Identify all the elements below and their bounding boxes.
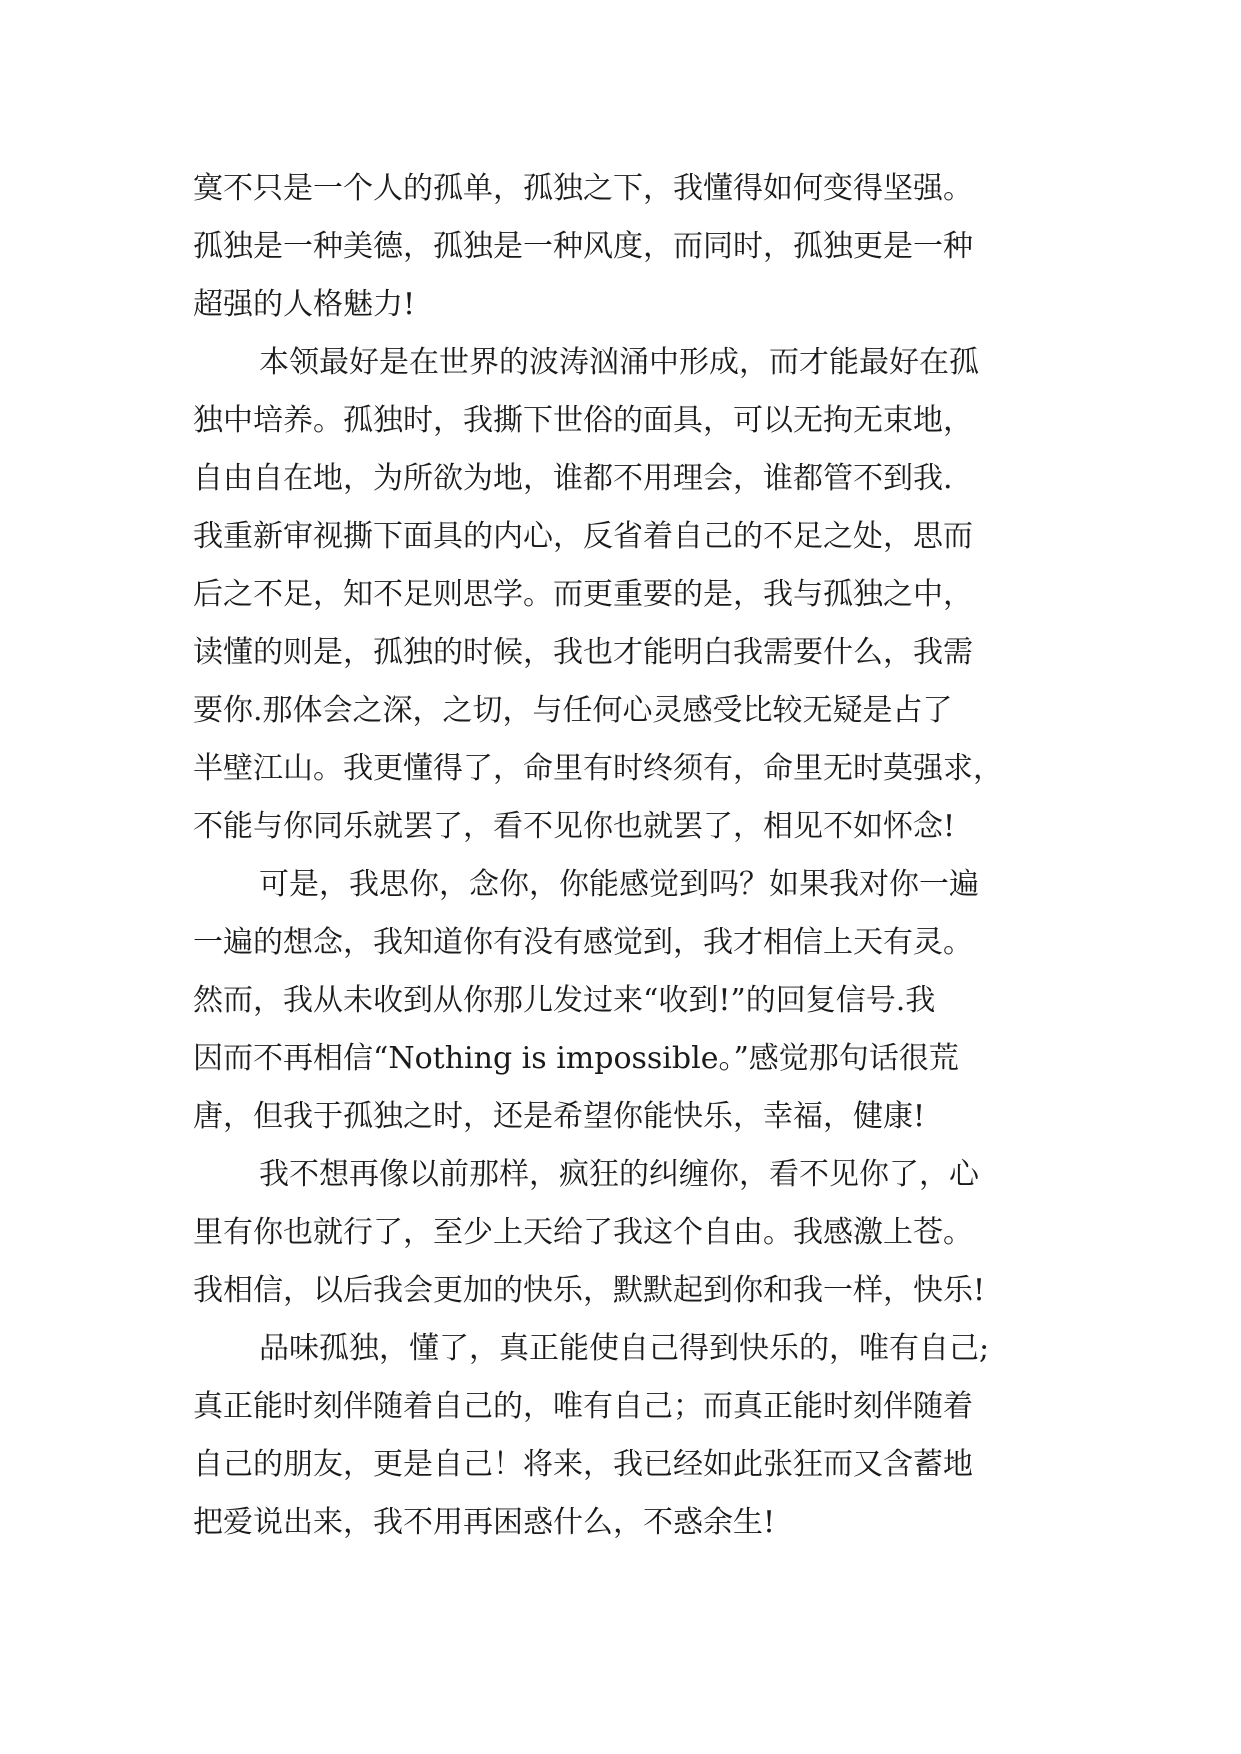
paragraph-start-line: 品味孤独，懂了，真正能使自己得到快乐的，唯有自己; — [259, 1331, 990, 1366]
text-line: 孤独是一种美德，孤独是一种风度，而同时，孤独更是一种 — [193, 229, 973, 264]
text-line: 我相信，以后我会更加的快乐，默默起到你和我一样，快乐! — [193, 1273, 986, 1308]
text-line: 读懂的则是，孤独的时候，我也才能明白我需要什么，我需 — [193, 635, 973, 670]
text-line: 要你.那体会之深，之切，与任何心灵感受比较无疑是占了 — [193, 693, 953, 728]
paragraph-start-line: 可是，我思你，念你，你能感觉到吗？如果我对你一遍 — [259, 867, 979, 902]
text-line: 独中培养。孤独时，我撕下世俗的面具，可以无拘无束地， — [193, 403, 973, 438]
text-line: 把爱说出来，我不用再困惑什么，不惑余生! — [193, 1505, 776, 1540]
text-line: 一遍的想念，我知道你有没有感觉到，我才相信上天有灵。 — [193, 925, 973, 960]
text-line: 寞不只是一个人的孤单，孤独之下，我懂得如何变得坚强。 — [193, 171, 973, 206]
text-line: 后之不足，知不足则思学。而更重要的是，我与孤独之中， — [193, 577, 973, 612]
text-line: 自由自在地，为所欲为地，谁都不用理会，谁都管不到我. — [193, 461, 953, 496]
text-line: 不能与你同乐就罢了，看不见你也就罢了，相见不如怀念! — [193, 809, 956, 844]
paragraph-start-line: 我不想再像以前那样，疯狂的纠缠你，看不见你了，心 — [259, 1157, 979, 1192]
text-line: 我重新审视撕下面具的内心，反省着自己的不足之处，思而 — [193, 519, 973, 554]
text-line: 超强的人格魅力! — [193, 287, 416, 322]
text-line: 半壁江山。我更懂得了，命里有时终须有，命里无时莫强求， — [193, 751, 1003, 786]
text-line: 因而不再相信“Nothing is impossible。”感觉那句话很荒 — [193, 1041, 959, 1076]
text-line: 自己的朋友，更是自己！将来，我已经如此张狂而又含蓄地 — [193, 1447, 973, 1482]
document-body — [193, 160, 1073, 1552]
text-line: 里有你也就行了，至少上天给了我这个自由。我感激上苍。 — [193, 1215, 973, 1250]
text-line: 唐，但我于孤独之时，还是希望你能快乐，幸福，健康! — [193, 1099, 926, 1134]
paragraph-start-line: 本领最好是在世界的波涛汹涌中形成，而才能最好在孤 — [259, 345, 979, 380]
text-line: 真正能时刻伴随着自己的，唯有自己；而真正能时刻伴随着 — [193, 1389, 973, 1424]
text-line: 然而，我从未收到从你那儿发过来“收到!”的回复信号.我 — [193, 983, 936, 1018]
